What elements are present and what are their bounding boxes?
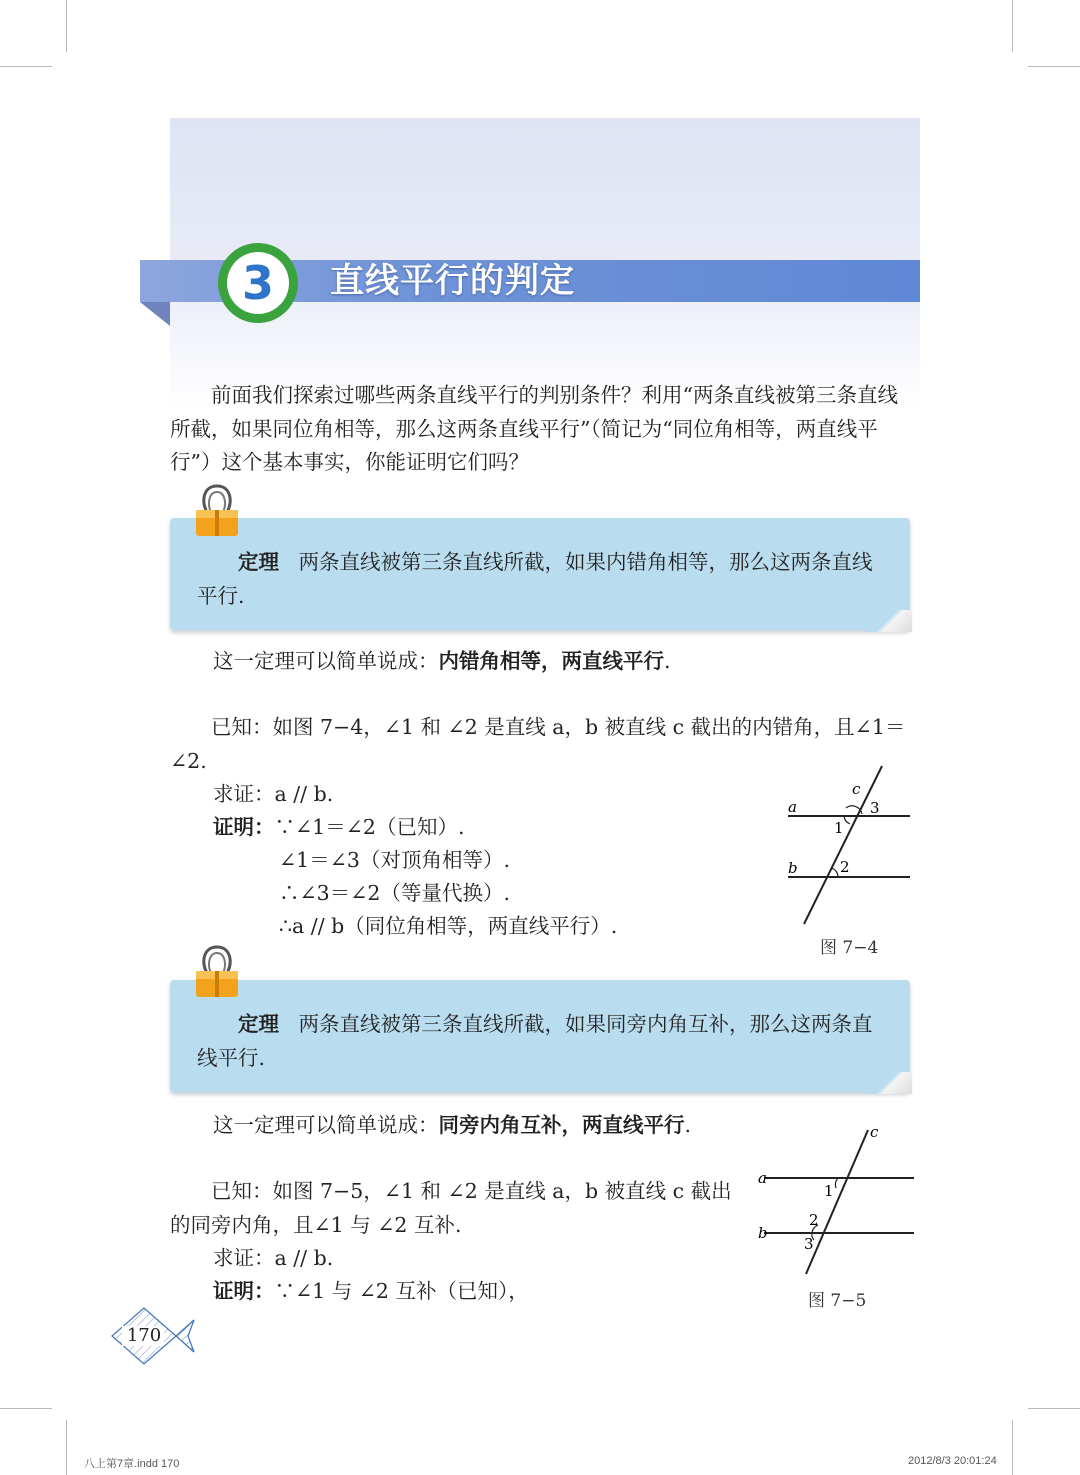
proof-1-step: ∴a // b（同位角相等，两直线平行）. [279, 914, 618, 938]
proof-1-step: ∴∠3＝∠2（等量代换）. [279, 881, 510, 905]
figure-7-5 [752, 1122, 917, 1282]
binder-clip-icon [193, 943, 241, 1003]
crop-mark [66, 1420, 67, 1475]
label-b: b [788, 859, 798, 877]
crop-mark [1028, 1408, 1080, 1409]
summary-2: 这一定理可以简单说成：同旁内角互补，两直线平行. [213, 1113, 692, 1137]
summary-1: 这一定理可以简单说成：内错角相等，两直线平行. [213, 649, 671, 673]
page-number: 170 [126, 1325, 162, 1346]
proof-1-step: ∠1＝∠3（对顶角相等）. [279, 848, 510, 872]
theorem-1-text [197, 546, 884, 613]
theorem-2-label: 定理 [238, 1012, 279, 1036]
label-a: a [758, 1169, 767, 1187]
proof-1-prove: 求证：a // b. [213, 782, 334, 806]
label-b: b [758, 1224, 768, 1242]
label-angle-1: 1 [824, 1182, 834, 1200]
label-angle-1: 1 [834, 819, 844, 837]
figure-7-4-caption: 图 7−4 [820, 938, 879, 958]
theorem-box-2 [170, 980, 910, 1092]
theorem-box-1 [170, 518, 910, 630]
angle-2-arc [832, 868, 838, 877]
crop-mark [1028, 66, 1080, 67]
proof-2-label: 证明：∵∠1 与 ∠2 互补（已知）， [213, 1279, 529, 1303]
theorem-1-label: 定理 [238, 550, 279, 574]
crop-mark [66, 0, 67, 52]
label-angle-3: 3 [870, 799, 880, 817]
figure-7-5-caption: 图 7−5 [808, 1291, 867, 1311]
footer-file-info: 八上第7章.indd 170 [84, 1458, 180, 1470]
angle-1-arc [835, 1178, 838, 1188]
label-a: a [788, 798, 797, 816]
line-c [804, 766, 882, 924]
angle-1-arc [844, 816, 850, 824]
section-number: 3 [227, 252, 289, 314]
intro-paragraph: 前面我们探索过哪些两条直线平行的判别条件？利用“两条直线被第三条直线所截，如果同位角相等，那么这两条直线平行”（简记为“同位角相等，两直线平行”）这个基本事实，你能证明它们吗？ [170, 383, 898, 474]
label-angle-2: 2 [840, 858, 850, 876]
theorem-2-text [197, 1008, 884, 1075]
crop-mark [0, 66, 52, 67]
crop-mark [1012, 1420, 1013, 1475]
title-bar-fold [140, 302, 170, 326]
label-angle-3: 3 [804, 1235, 814, 1253]
line-c [806, 1130, 868, 1274]
proof-2-prove: 求证：a // b. [213, 1246, 334, 1270]
binder-clip-icon [193, 482, 241, 542]
figure-7-4 [780, 760, 920, 930]
page-curl [868, 610, 912, 632]
theorem-1-body: 两条直线被第三条直线所截，如果内错角相等，那么这两条直线平行. [197, 550, 873, 608]
proof-1-label: 证明：∵∠1＝∠2（已知）. [213, 815, 465, 839]
label-angle-2: 2 [809, 1211, 819, 1229]
footer-timestamp: 2012/8/3 20:01:24 [908, 1455, 997, 1467]
section-title: 直线平行的判定 [330, 261, 575, 301]
section-badge [218, 243, 298, 323]
crop-mark [1012, 0, 1013, 52]
label-c: c [870, 1123, 879, 1141]
label-c: c [852, 780, 861, 798]
crop-mark [0, 1408, 52, 1409]
proof-1-given: 已知：如图 7−4，∠1 和 ∠2 是直线 a，b 被直线 c 截出的内错角，且∠1＝∠2. [170, 715, 906, 773]
page-curl [868, 1072, 912, 1094]
theorem-2-body: 两条直线被第三条直线所截，如果同旁内角互补，那么这两条直线平行. [197, 1012, 873, 1070]
proof-2-given: 已知：如图 7−5，∠1 和 ∠2 是直线 a，b 被直线 c 截出的同旁内角，且∠1 与 ∠2 互补. [170, 1179, 732, 1237]
